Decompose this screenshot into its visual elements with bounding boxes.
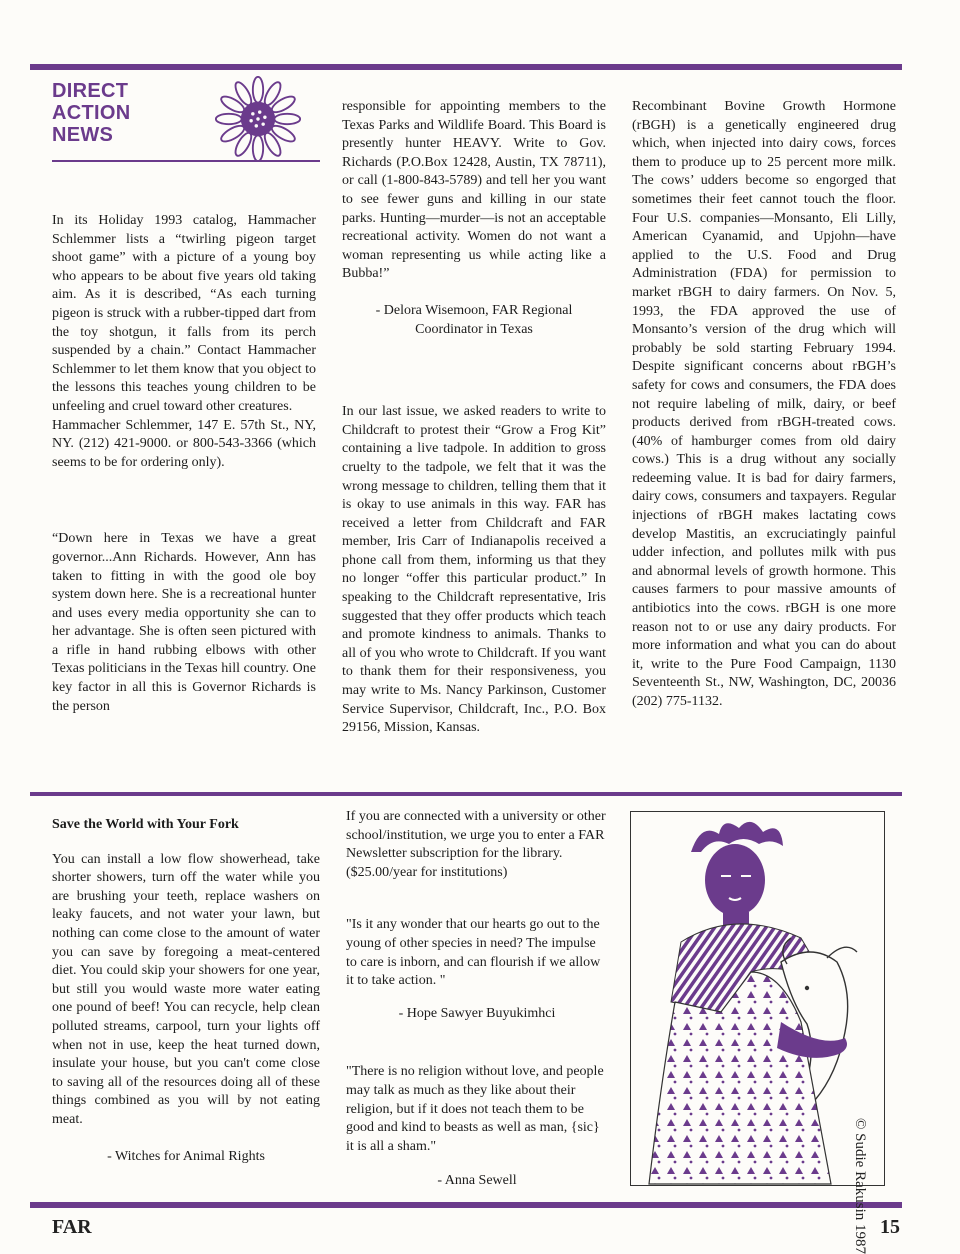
- masthead-line-3: NEWS: [52, 124, 114, 146]
- texas-governor-letter: “Down here in Texas we have a great governor...Ann Richards. However, Ann has taken to fitting in with the good ole boy system down here. She is a recreational hunter and uses every media opportunity she can to her advantage. She is often seen pictured with a rifle in hand rubbing elbows with other Texas politicians in the Texas hill country. One key factor in all this is Governor Richards is the person: [52, 531, 316, 714]
- column-3: [632, 98, 896, 712]
- column-2: [342, 98, 606, 738]
- masthead-underline: [52, 160, 320, 162]
- hammacher-contact: Hammacher Schlemmer, 147 E. 57th St., NY, NY. (212) 421-9000. or 800-543-3366 (which seems to be for ordering only).: [52, 417, 316, 470]
- masthead-line-2: ACTION: [52, 102, 131, 124]
- section-masthead: [52, 80, 130, 146]
- footer-publication: FAR: [52, 1216, 92, 1238]
- subscription-note: If you are connected with a university or other school/institution, we urge you to enter a FAR Newsletter subscription for the library. ($25.00/year for institutions): [346, 809, 606, 880]
- fork-body: You can install a low flow showerhead, take shorter showers, turn off the water while you are brushing your teeth, replace washers on leaky faucets, and not water your lawn, but nothing can come close to the amount of water you can save by foregoing a meat-centered diet. You could skip your showers for one year, but still you would waste more water eating one pound of beef! You can recycle, help clean polluted streams, carpool, turn your lights off when not in use, keep the heat turned down, insulate your house, but you can't come close to saving all of the resources doing all of these things combined as you will by not eating meat.: [52, 851, 320, 1127]
- fork-section: [52, 816, 320, 1166]
- sewell-signature: - Anna Sewell: [437, 1173, 517, 1189]
- witches-signature: - Witches for Animal Rights: [107, 1148, 265, 1164]
- delora-signature: - Delora Wisemoon, FAR Regional Coordinator in Texas: [375, 302, 573, 337]
- pigeon-game-article: In its Holiday 1993 catalog, Hammacher Schlemmer lists a “twirling pigeon target shoot game” with a picture of a young boy who appears to be about five years old taking aim. As it is described, “As each turning pigeon is struck with a rubber-tipped dart from the toy shotgun, it falls from its perch suspended by a chain.” Contact Hammacher Schlemmer to let them know that you object to the lessons this teaches young children to be unfeeling and cruel toward other creatures.: [52, 213, 316, 414]
- childcraft-article: In our last issue, we asked readers to write to Childcraft to protest their “Grow a Frog Kit” containing a live tadpole. In addition to gross cruelty to the tadpole, we felt that it was the wrong message to children, telling them that it is okay to use animals in this way. FAR has received a letter from Childcraft and FAR member, Iris Carr of Indianapolis received a phone call from them, informing us that they no longer “offer this particular product.” In speaking to the Childcraft representative, Iris suggested that they offer products which teach and promote kindness to animals. Thanks to all of you who wrote to Childcraft. If you want to thank them for their responsiveness, you may write to Ms. Nancy Parkinson, Customer Service Supervisor, Childcraft, Inc., P.O. Box 29156, Mission, Kansas.: [342, 404, 606, 736]
- sunflower-icon: [215, 76, 301, 162]
- rbgh-article: Recombinant Bovine Growth Hormone (rBGH) is a genetically engineered drug which, when injected into dairy cows, forces them to produce up to 25 percent more milk. The cows’ udders become so engorged that sometimes their feet cannot touch the floor. Four U.S. companies—Monsanto, Eli Lilly, American Cyanamid, and Upjohn—have applied to the U.S. Food and Drug Administration (FDA) for permission to market rBGH to dairy farmers. On Nov. 5, 1993, the FDA approved the use of Monsanto’s version of the drug which will probably be sold starting February 1994. Despite significant concerns about rBGH’s safety for cows and consumers, the FDA does not require labeling of milk, dairy, or beef products derived from rBGH-treated cows. (40% of hamburger comes from old dairy cows.) This is a drug without any socially redeeming value. It is bad for dairy farmers, dairy cows, consumers and taxpayers. Regular injections of rBGH makes lactating cows develop Mastitis, an excruciatingly painful udder infection, and pollutes milk with pus and abnormal levels of growth hormone. This causes farmers to pour massive amounts of antibiotics into the cows. rBGH is one more reason not to or use any dairy products. For more information and what you can do about it, write to the Pure Food Campaign, 1130 Seventeenth St., NW, Washington, DC, 20036 (202) 775-1132.: [632, 99, 896, 709]
- column-1: [52, 212, 316, 716]
- top-rule: [30, 64, 902, 70]
- buyukimhci-signature: - Hope Sawyer Buyukimhci: [398, 1005, 556, 1021]
- sewell-quote: "There is no religion without love, and people may talk as much as they like about their religion, but if it does not teach them to be good and kind to beasts as well as man, {sic} it is all a sham.": [346, 1064, 604, 1154]
- fork-heading: Save the World with Your Fork: [52, 817, 239, 832]
- middle-rule: [30, 792, 902, 796]
- texas-letter-continued: responsible for appointing members to the Texas Parks and Wildlife Board. This Board is presently hunter HEAVY. Write to Gov. Richards (P.O.Box 12428, Austin, TX 78711), or call (1-800-843-5789) and tell her you want to see fewer guns and killing in our state parks. Hunting—murder—is not an acceptable recreational activity. Women do not want a woman representing us while acting like a Bubba!”: [342, 99, 606, 282]
- woman-and-goat-illustration: [630, 811, 885, 1186]
- buyukimhci-quote: "Is it any wonder that our hearts go out to the young of other species in need? The impulse to care is inborn, and can flourish if we allow it to take action. ": [346, 917, 601, 989]
- masthead-line-1: DIRECT: [52, 80, 129, 102]
- bottom-rule: [30, 1202, 902, 1208]
- page-number: 15: [880, 1216, 900, 1238]
- credit-text: © Sudie Rakusin 1987: [852, 1118, 868, 1254]
- bottom-middle-column: [346, 808, 608, 1191]
- illustration-drawing: [631, 812, 884, 1185]
